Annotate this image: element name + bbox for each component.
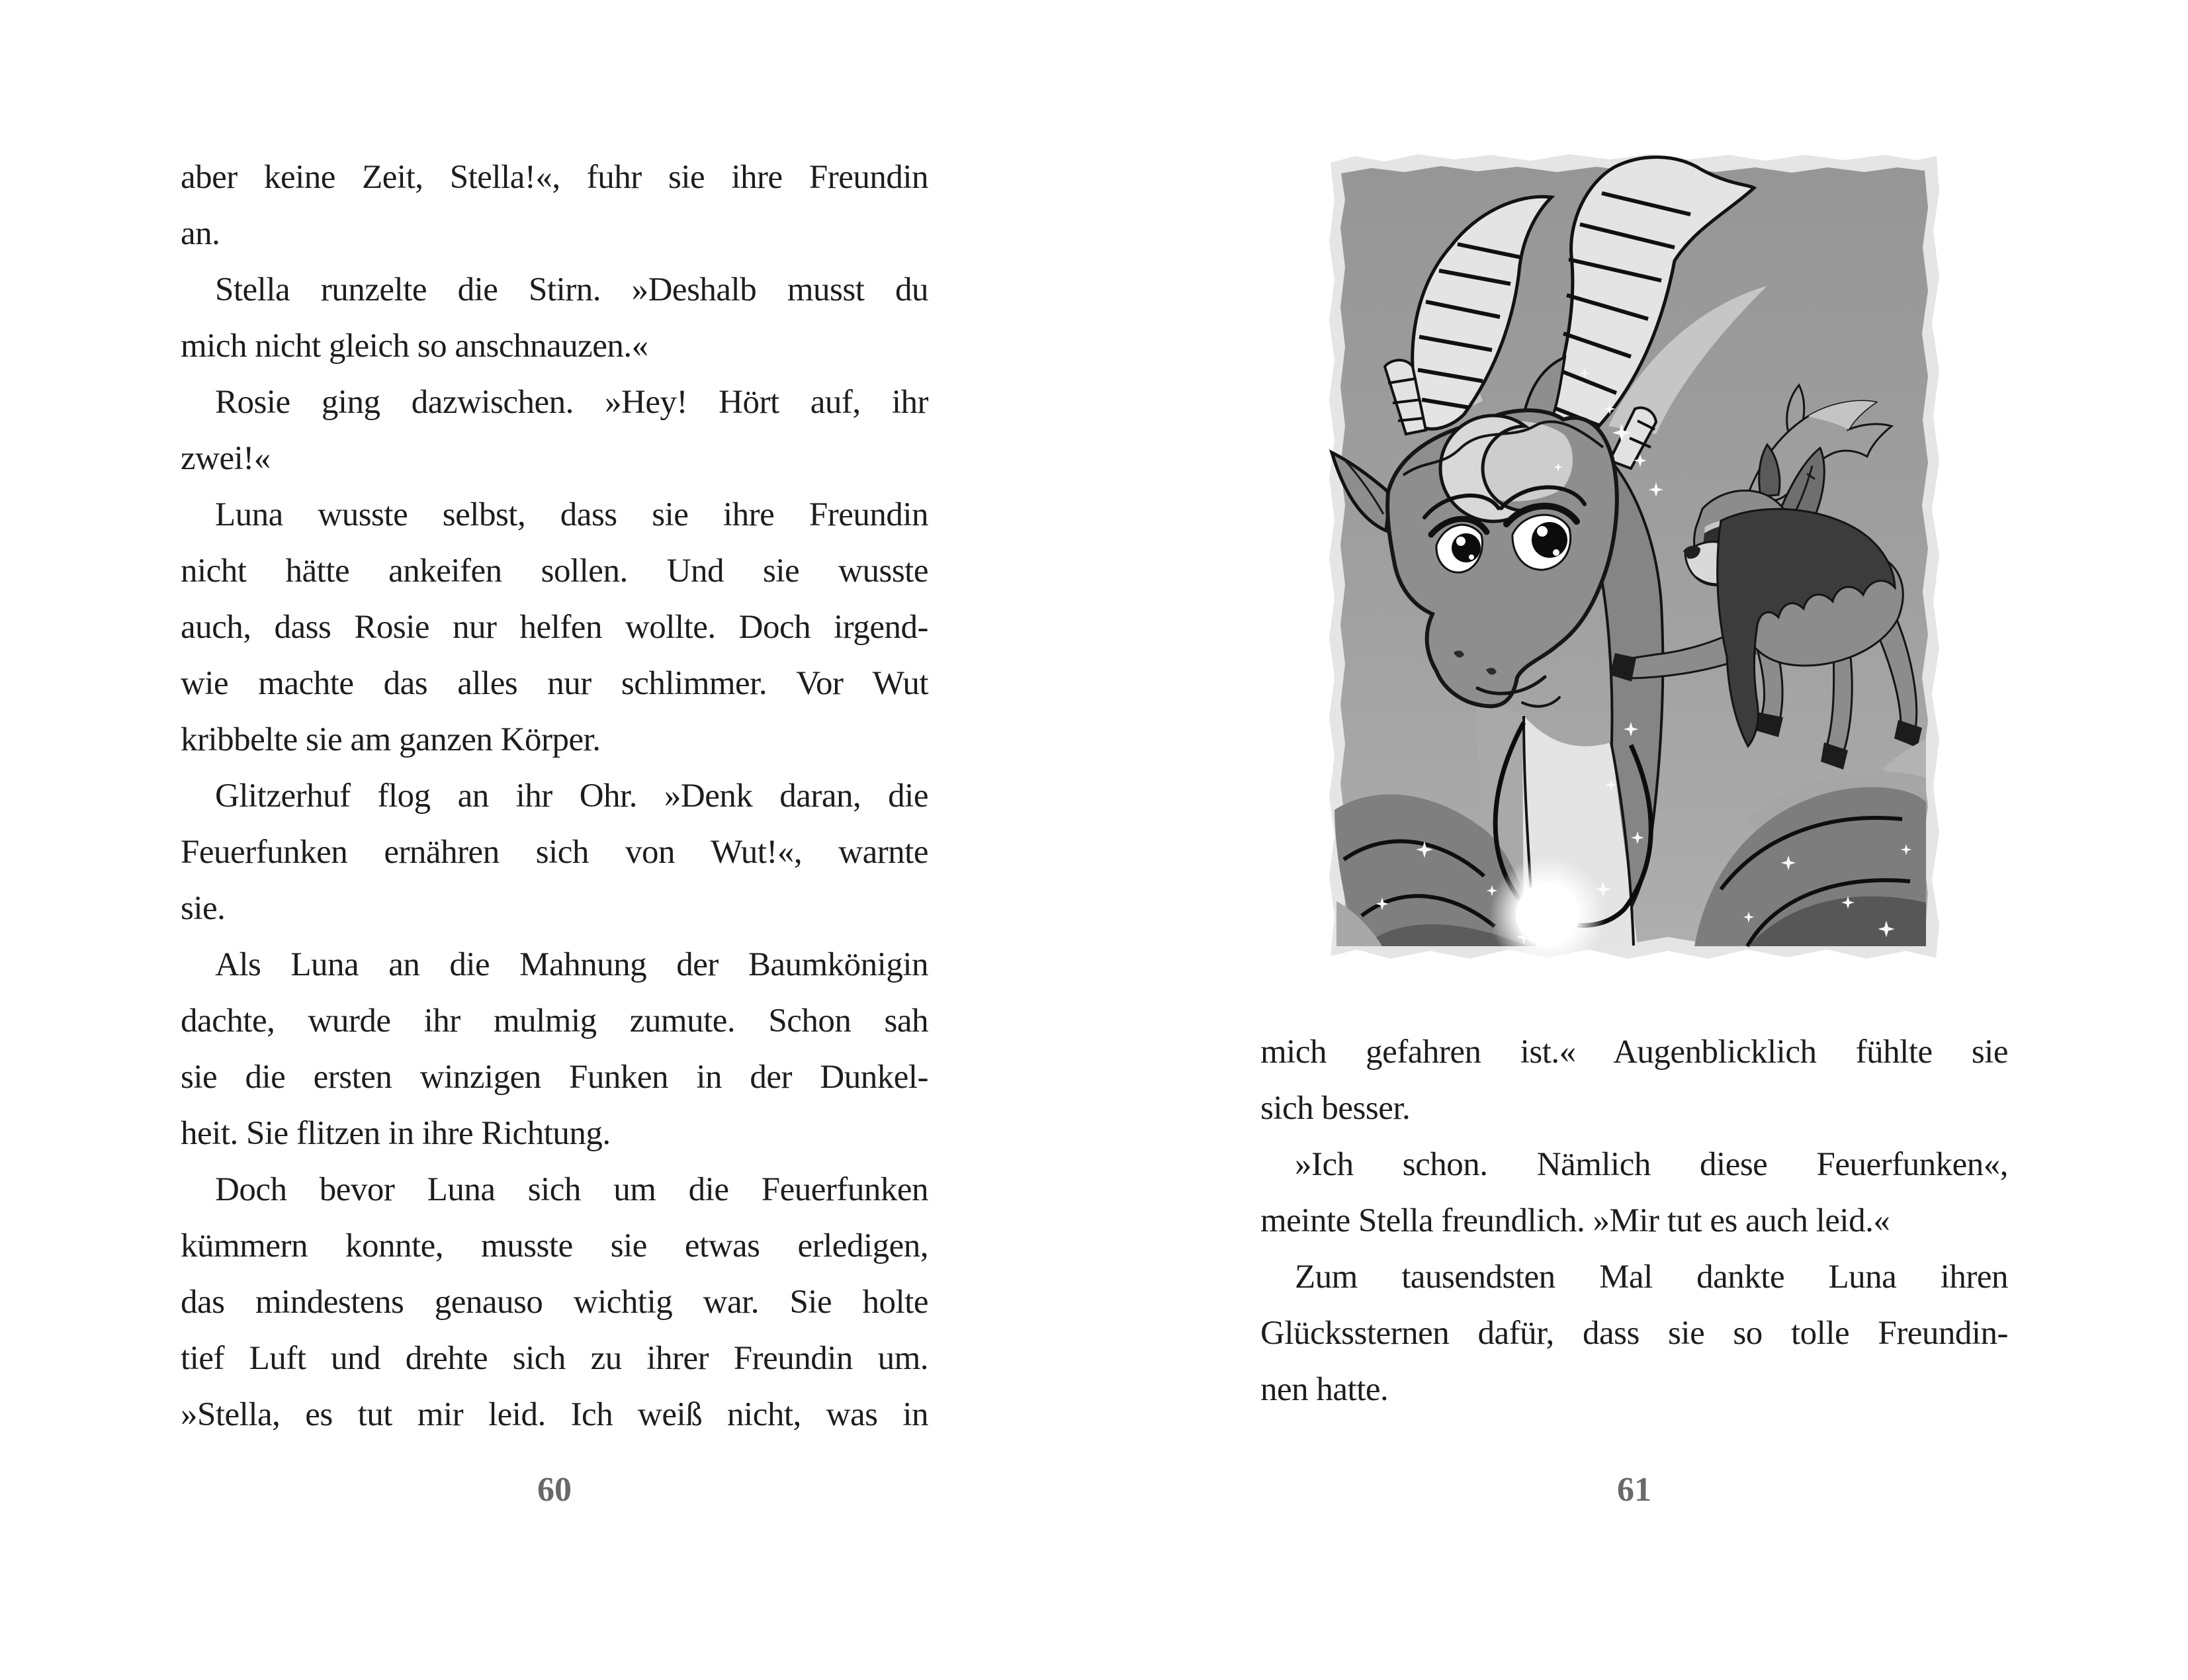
text-line: kümmern konnte, musste sie etwas erledigen, bbox=[181, 1227, 928, 1264]
text-line: Als Luna an die Mahnung der Baumkönigin bbox=[215, 946, 928, 983]
text-line: auch, dass Rosie nur helfen wollte. Doch irgend- bbox=[181, 609, 928, 646]
text-line: heit. Sie flitzen in ihre Richtung. bbox=[181, 1115, 611, 1152]
text-line: an. bbox=[181, 215, 220, 252]
page-number-right: 61 bbox=[1617, 1471, 1651, 1509]
text-line: Glitzerhuf flog an ihr Ohr. »Denk daran, die bbox=[215, 777, 928, 815]
text-line: sie die ersten winzigen Funken in der Dunkel- bbox=[181, 1059, 928, 1096]
text-line: mich gefahren ist.« Augenblicklich fühlte sie bbox=[1260, 1034, 2008, 1071]
text-line: meinte Stella freundlich. »Mir tut es auch leid.« bbox=[1260, 1202, 1890, 1239]
text-line: Glückssternen dafür, dass sie so tolle Freundin- bbox=[1260, 1315, 2008, 1352]
text-line: tief Luft und drehte sich zu ihrer Freundin um. bbox=[181, 1340, 928, 1377]
text-line: »Ich schon. Nämlich diese Feuerfunken«, bbox=[1295, 1146, 2008, 1183]
text-line: Feuerfunken ernähren sich von Wut!«, warnte bbox=[181, 834, 928, 871]
text-line: sich besser. bbox=[1260, 1090, 1411, 1127]
left-page-text bbox=[181, 150, 928, 1443]
text-line: Luna wusste selbst, dass sie ihre Freundin bbox=[215, 496, 928, 533]
text-line: mich nicht gleich so anschnauzen.« bbox=[181, 328, 648, 365]
text-line: »Stella, es tut mir leid. Ich weiß nicht, was in bbox=[181, 1396, 928, 1433]
text-line: aber keine Zeit, Stella!«, fuhr sie ihre Freundin bbox=[181, 159, 928, 196]
text-line: nen hatte. bbox=[1260, 1371, 1389, 1408]
illustration bbox=[1325, 148, 1942, 963]
dragon-deer-illustration bbox=[1325, 148, 1942, 963]
text-line: das mindestens genauso wichtig war. Sie holte bbox=[181, 1284, 928, 1321]
page-number-left: 60 bbox=[537, 1471, 572, 1509]
text-line: sie. bbox=[181, 890, 226, 927]
text-line: kribbelte sie am ganzen Körper. bbox=[181, 721, 601, 758]
text-line: Doch bevor Luna sich um die Feuerfunken bbox=[215, 1171, 928, 1208]
text-line: Stella runzelte die Stirn. »Deshalb musst du bbox=[215, 271, 928, 308]
text-line: zwei!« bbox=[181, 440, 271, 477]
text-line: Rosie ging dazwischen. »Hey! Hört auf, ihr bbox=[215, 384, 928, 421]
right-page-text bbox=[1260, 1024, 2008, 1418]
text-line: nicht hätte ankeifen sollen. Und sie wusste bbox=[181, 553, 928, 590]
text-line: dachte, wurde ihr mulmig zumute. Schon sah bbox=[181, 1002, 928, 1039]
text-line: wie machte das alles nur schlimmer. Vor Wut bbox=[181, 665, 928, 702]
text-line: Zum tausendsten Mal dankte Luna ihren bbox=[1295, 1259, 2008, 1296]
